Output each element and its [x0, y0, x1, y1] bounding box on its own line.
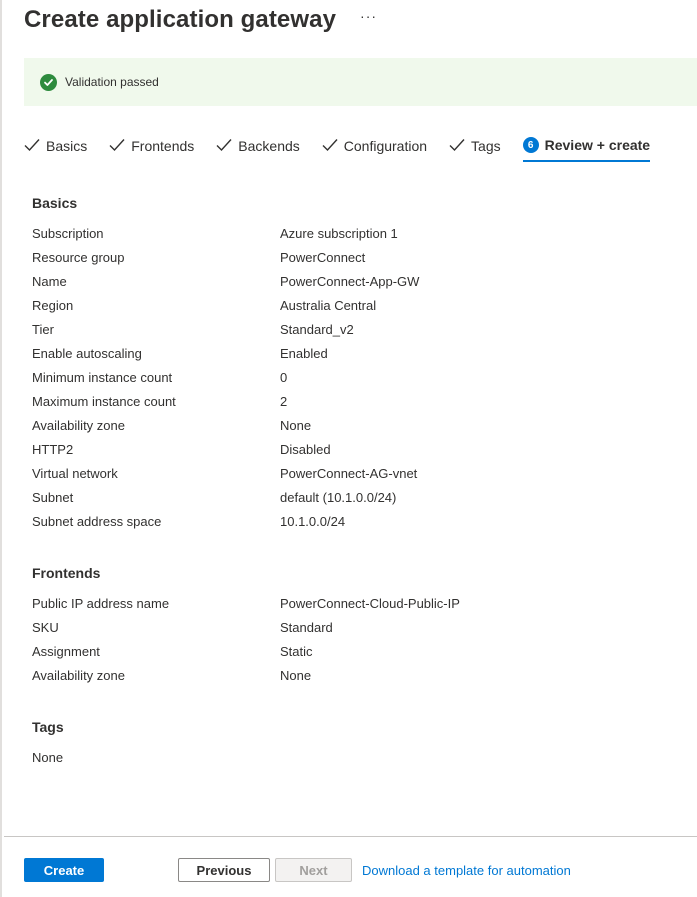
field-label: Region	[32, 297, 74, 313]
checkmark-icon	[322, 138, 338, 155]
checkmark-icon	[24, 138, 40, 155]
field-label: Minimum instance count	[32, 369, 173, 385]
summary-row	[32, 269, 672, 293]
validation-banner	[24, 58, 697, 106]
previous-button[interactable]: Previous	[178, 858, 270, 882]
summary-row	[32, 615, 672, 639]
field-label: HTTP2	[32, 441, 74, 457]
summary-row	[32, 341, 672, 365]
field-value: PowerConnect-Cloud-Public-IP	[280, 595, 460, 611]
next-button[interactable]: Next	[275, 858, 352, 882]
field-label: Public IP address name	[32, 595, 170, 611]
field-value: None	[280, 417, 312, 433]
checkmark-icon	[216, 138, 232, 155]
field-value: PowerConnect-AG-vnet	[280, 465, 418, 481]
tab-frontends[interactable]	[109, 130, 194, 162]
tab-configuration[interactable]	[322, 130, 427, 162]
field-value: 0	[280, 369, 288, 385]
field-value: Australia Central	[280, 297, 377, 313]
validation-message: Validation passed	[65, 75, 159, 89]
field-label: Enable autoscaling	[32, 345, 142, 361]
tab-label: Review + create	[544, 137, 651, 153]
summary-row	[32, 437, 672, 461]
more-options-button[interactable]: ···	[360, 8, 378, 24]
download-template-link[interactable]: Download a template for automation	[362, 862, 571, 878]
field-label: Availability zone	[32, 417, 125, 433]
field-value: None	[280, 667, 312, 683]
checkmark-icon	[109, 138, 125, 155]
summary-row	[32, 461, 672, 485]
field-label: Name	[32, 273, 67, 289]
section-heading-frontends: Frontends	[32, 565, 101, 581]
field-value: PowerConnect	[280, 249, 366, 265]
summary-row	[32, 389, 672, 413]
summary-row	[32, 639, 672, 663]
field-value: 10.1.0.0/24	[280, 513, 346, 529]
field-label: Virtual network	[32, 465, 118, 481]
checkmark-icon	[449, 138, 465, 155]
field-label: Availability zone	[32, 667, 125, 683]
field-label: Subnet address space	[32, 513, 162, 529]
tab-label: Frontends	[131, 138, 195, 154]
field-value: PowerConnect-App-GW	[280, 273, 420, 289]
summary-row	[32, 293, 672, 317]
section-heading-basics: Basics	[32, 195, 78, 211]
tab-label: Backends	[238, 138, 300, 154]
field-value: Disabled	[280, 441, 331, 457]
field-value: Standard_v2	[280, 321, 354, 337]
summary-row	[32, 591, 672, 615]
tab-label: Basics	[46, 138, 88, 154]
summary-row	[32, 221, 672, 245]
field-value: Azure subscription 1	[280, 225, 398, 241]
summary-row	[32, 663, 672, 687]
field-label: Maximum instance count	[32, 393, 176, 409]
title-row	[24, 2, 377, 38]
field-label: Tier	[32, 321, 54, 337]
summary-row	[32, 245, 672, 269]
tags-value: None	[32, 750, 64, 765]
summary-row	[32, 413, 672, 437]
page-title: Create application gateway	[24, 6, 337, 33]
field-value: Standard	[280, 619, 333, 635]
tab-basics[interactable]	[24, 130, 87, 162]
summary-row	[32, 485, 672, 509]
create-button[interactable]: Create	[24, 858, 104, 882]
field-label: SKU	[32, 619, 59, 635]
wizard-tabs	[24, 130, 650, 164]
footer-bar	[4, 836, 697, 897]
field-label: Resource group	[32, 249, 125, 265]
tab-label: Configuration	[343, 138, 428, 154]
field-label: Subnet	[32, 489, 74, 505]
section-heading-tags: Tags	[32, 719, 64, 735]
summary-row	[32, 317, 672, 341]
tab-tags[interactable]	[449, 130, 501, 162]
field-value: Enabled	[280, 345, 328, 361]
check-circle-icon	[40, 74, 57, 91]
tab-review-create[interactable]	[523, 130, 650, 162]
field-value: Static	[280, 643, 313, 659]
tab-label: Tags	[471, 138, 501, 154]
field-label: Assignment	[32, 643, 100, 659]
step-number-badge: 6	[523, 137, 539, 153]
field-value: default (10.1.0.0/24)	[280, 489, 397, 505]
field-value: 2	[280, 393, 288, 409]
summary-row	[32, 509, 672, 533]
field-label: Subscription	[32, 225, 104, 241]
tab-backends[interactable]	[216, 130, 299, 162]
summary-row	[32, 365, 672, 389]
